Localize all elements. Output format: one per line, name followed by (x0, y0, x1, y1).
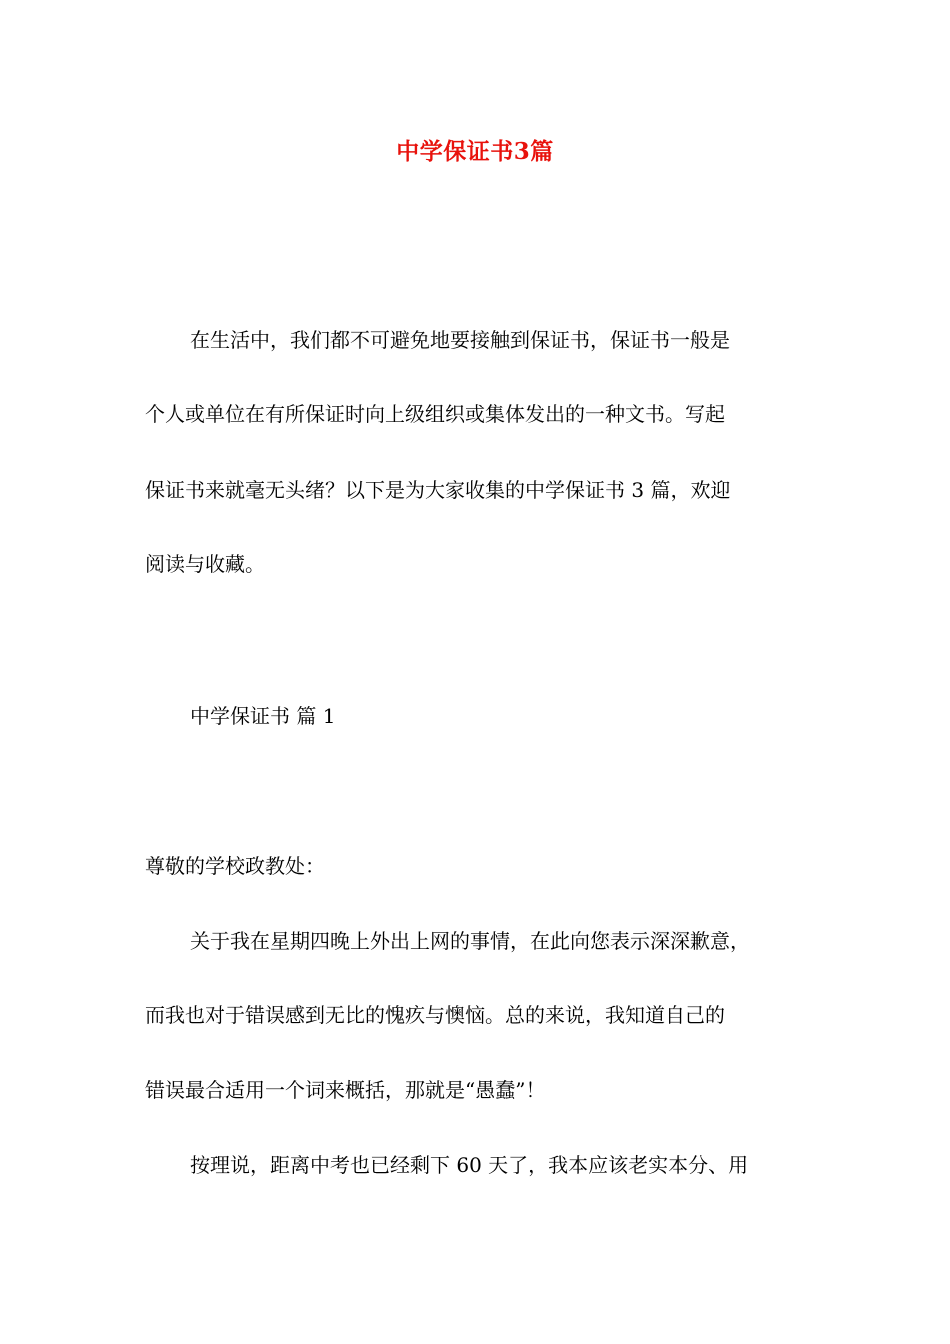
body-line-2: 而我也对于错误感到无比的愧疚与懊恼。总的来说，我知道自己的 (145, 1003, 725, 1027)
body-line-4: 按理说，距离中考也已经剩下 60 天了，我本应该老实本分、用 (190, 1153, 749, 1177)
body-line-3: 错误最合适用一个词来概括，那就是“愚蠢”！ (145, 1078, 546, 1102)
body-line-1: 关于我在星期四晚上外出上网的事情，在此向您表示深深歉意， (190, 929, 750, 953)
intro-line-1: 在生活中，我们都不可避免地要接触到保证书，保证书一般是 (190, 328, 730, 352)
document-title: 中学保证书3篇 (396, 138, 554, 165)
intro-line-2: 个人或单位在有所保证时向上级组织或集体发出的一种文书。写起 (145, 402, 725, 426)
salutation: 尊敬的学校政教处： (145, 854, 325, 878)
intro-line-4: 阅读与收藏。 (145, 552, 265, 576)
section-heading: 中学保证书 篇 1 (190, 704, 336, 728)
intro-line-3: 保证书来就毫无头绪？以下是为大家收集的中学保证书 3 篇，欢迎 (145, 478, 731, 502)
